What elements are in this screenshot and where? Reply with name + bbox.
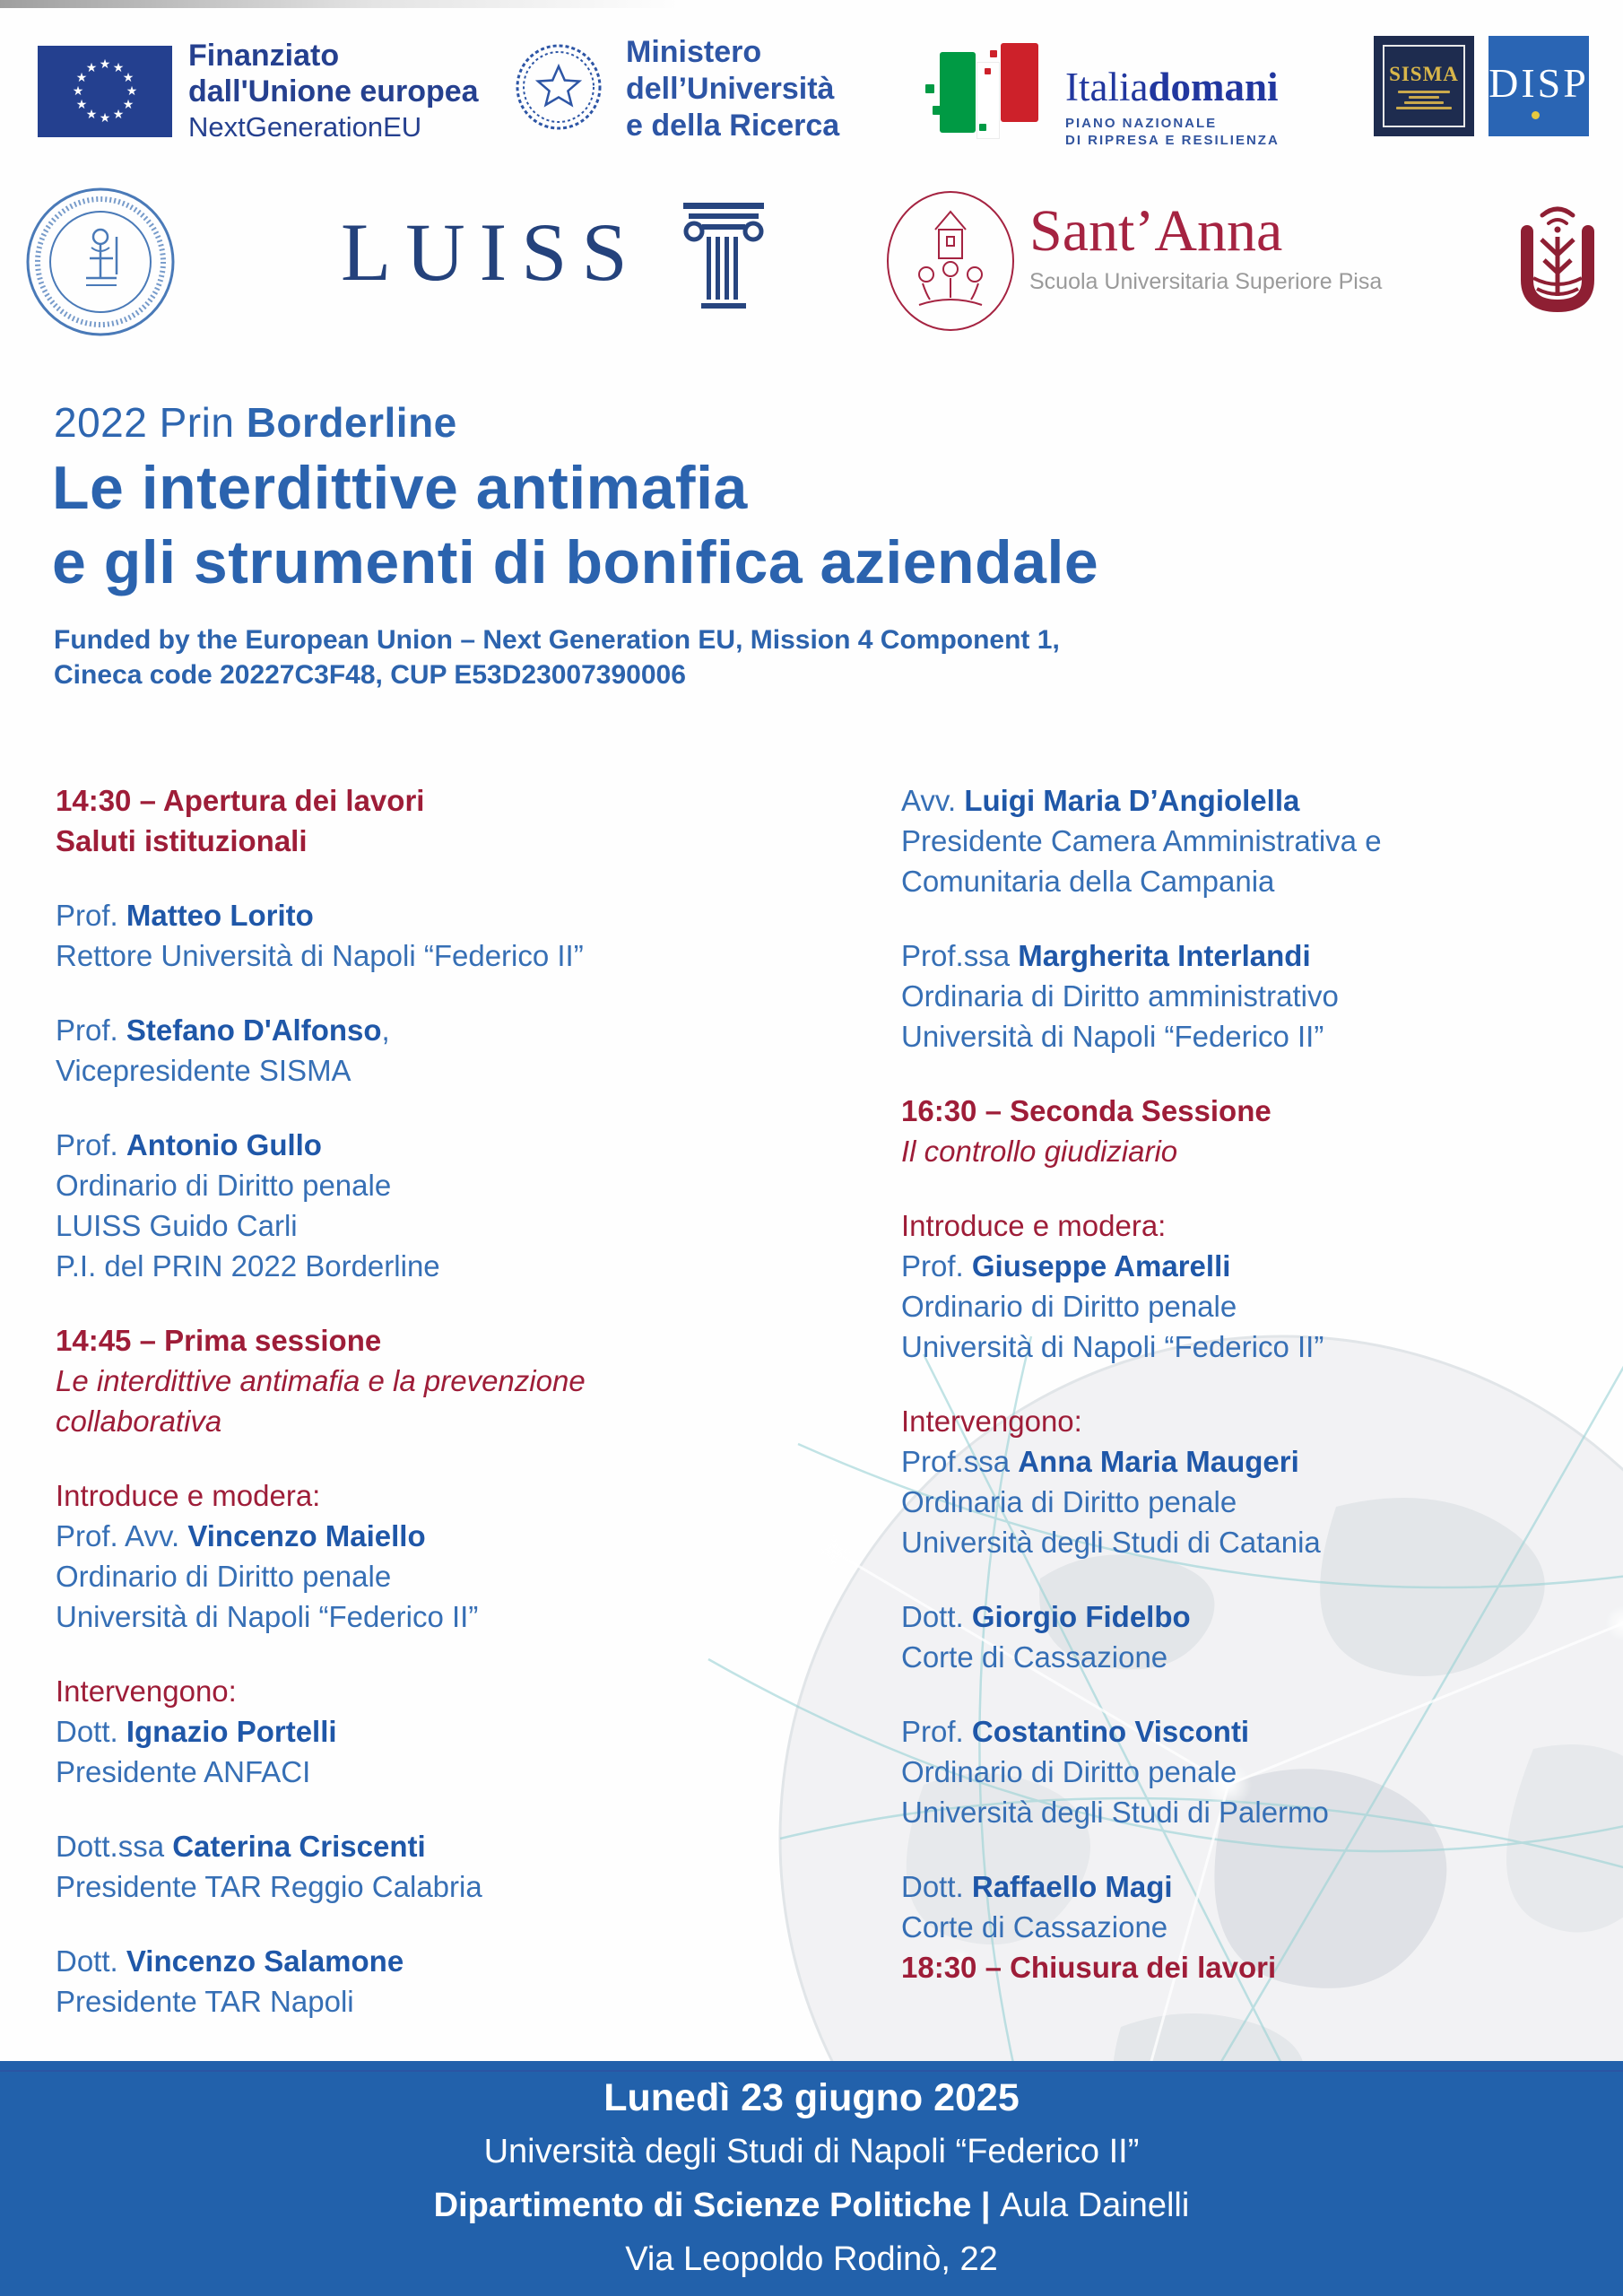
svg-text:★: ★	[85, 61, 98, 75]
footer-line: Università degli Studi di Napoli “Federico II”	[483, 2133, 1140, 2170]
program-line: Avv. Luigi Maria D’Angiolella	[901, 784, 1300, 817]
program-line: 16:30 – Seconda Sessione	[901, 1094, 1271, 1127]
program-block	[56, 1826, 863, 1907]
santanna-emblem-icon	[883, 188, 1018, 338]
disp-wordmark: DISP	[1488, 60, 1589, 106]
footer	[0, 2061, 1623, 2296]
italiadomani-flag-icon	[931, 38, 1043, 145]
program-line: Prof. Avv. Vincenzo Maiello	[56, 1519, 426, 1552]
program-block	[901, 1205, 1610, 1367]
program-line: Prof. Costantino Visconti	[901, 1715, 1250, 1748]
program-line: Prof. Antonio Gullo	[56, 1128, 322, 1161]
program-line: Saluti istituzionali	[56, 824, 308, 857]
program-block	[901, 1711, 1610, 1832]
program-block	[56, 1010, 863, 1091]
sisma-logo	[1374, 36, 1474, 136]
page-title-line1: Le interdittive antimafia	[52, 454, 748, 522]
luiss-wordmark: LUISS	[341, 206, 642, 298]
program-block	[901, 935, 1610, 1057]
program-line: Dott. Vincenzo Salamone	[56, 1944, 404, 1978]
program-line: collaborativa	[56, 1405, 222, 1438]
scan-shadow	[0, 0, 681, 8]
program-block	[56, 895, 863, 976]
program-line: Presidente TAR Reggio Calabria	[56, 1870, 482, 1903]
italiadomani-sub1: PIANO NAZIONALE	[1065, 116, 1218, 131]
sisma-wordmark: SISMA	[1389, 63, 1459, 85]
program-line: Corte di Cassazione	[901, 1640, 1168, 1674]
program-line: Ordinario di Diritto penale	[901, 1290, 1237, 1323]
program-line: Dott. Giorgio Fidelbo	[901, 1600, 1191, 1633]
svg-text:★: ★	[99, 111, 111, 126]
program-block	[901, 780, 1610, 901]
svg-text:★: ★	[126, 84, 138, 99]
ministero-emblem-icon	[509, 38, 608, 141]
footer-line: Via Leopoldo Rodinò, 22	[625, 2240, 998, 2278]
program-line: P.I. del PRIN 2022 Borderline	[56, 1249, 440, 1283]
program-line: Dott.ssa Caterina Criscenti	[56, 1830, 426, 1863]
svg-text:★: ★	[122, 71, 135, 85]
program-line: Università di Napoli “Federico II”	[56, 1600, 479, 1633]
eu-funding-logo	[38, 38, 479, 145]
italiadomani-logo	[931, 38, 1361, 150]
eu-logo-line3: NextGenerationEU	[188, 111, 422, 143]
program-line: Introduce e modera:	[56, 1479, 321, 1512]
funding-note	[54, 622, 1060, 692]
italiadomani-sub2: DI RIPRESA E RESILIENZA	[1065, 133, 1280, 148]
eu-flag-icon	[38, 46, 172, 137]
program-line: LUISS Guido Carli	[56, 1209, 298, 1242]
ministero-logo	[509, 34, 839, 144]
footer-line: Dipartimento di Scienze Politiche | Aula Dainelli	[433, 2187, 1190, 2224]
program-column-right	[901, 780, 1610, 2022]
program-line: Ordinario di Diritto penale	[56, 1560, 392, 1593]
svg-text:★: ★	[99, 57, 111, 72]
program-line: 14:30 – Apertura dei lavori	[56, 784, 425, 817]
program-line: Ordinario di Diritto penale	[56, 1169, 392, 1202]
program-line: Introduce e modera:	[901, 1209, 1167, 1242]
program-line: Ordinaria di Diritto amministrativo	[901, 979, 1339, 1013]
program-block	[56, 1941, 863, 2022]
ministero-line2: dell’Università	[626, 72, 835, 106]
program-block	[56, 1320, 863, 1441]
santanna-subtitle: Scuola Universitaria Superiore Pisa	[1029, 269, 1383, 294]
program-line: Prof. Matteo Lorito	[56, 899, 314, 932]
program-line: Le interdittive antimafia e la prevenzione	[56, 1364, 586, 1397]
program-line: Ordinaria di Diritto penale	[901, 1485, 1237, 1518]
kicker: 2022 Prin Borderline	[54, 399, 457, 446]
program-line: Presidente TAR Napoli	[56, 1985, 354, 2018]
program-block	[901, 1866, 1610, 1987]
footer-line: Lunedì 23 giugno 2025	[603, 2076, 1020, 2119]
program-line: Università di Napoli “Federico II”	[901, 1020, 1324, 1053]
program-line: Prof. Giuseppe Amarelli	[901, 1249, 1231, 1283]
program-line: Università di Napoli “Federico II”	[901, 1330, 1324, 1363]
sisma-microtext	[1396, 91, 1452, 109]
program-line: Corte di Cassazione	[901, 1910, 1168, 1944]
program-line: Presidente ANFACI	[56, 1755, 311, 1788]
funding-line1: Funded by the European Union – Next Generation EU, Mission 4 Component 1,	[54, 625, 1060, 655]
funding-line2: Cineca code 20227C3F48, CUP E53D23007390006	[54, 660, 686, 690]
column-icon	[681, 197, 766, 317]
page-title-line2: e gli strumenti di bonifica aziendale	[52, 528, 1099, 596]
svg-text:★: ★	[72, 84, 84, 99]
program-block	[56, 780, 863, 861]
disp-dot-icon	[1532, 111, 1540, 119]
program-block	[901, 1401, 1610, 1562]
program-line: Rettore Università di Napoli “Federico II”	[56, 939, 584, 972]
program-block	[56, 1671, 863, 1792]
svg-text:★: ★	[122, 98, 135, 112]
santanna-logo	[1029, 199, 1406, 295]
svg-text:★: ★	[75, 98, 88, 112]
santanna-wordmark: Sant’Anna	[1029, 198, 1283, 264]
program-block	[901, 1091, 1610, 1171]
svg-text:★: ★	[75, 71, 88, 85]
ministero-line1: Ministero	[626, 35, 762, 69]
program-line: Dott. Ignazio Portelli	[56, 1715, 337, 1748]
svg-text:★: ★	[112, 108, 125, 122]
eu-logo-line2: dall'Unione europea	[188, 74, 479, 109]
svg-text:★: ★	[85, 108, 98, 122]
rose-globe-emblem-icon	[1512, 197, 1603, 320]
program-line: Università degli Studi di Palermo	[901, 1796, 1329, 1829]
svg-text:★: ★	[112, 61, 125, 75]
program-line: Prof.ssa Anna Maria Maugeri	[901, 1445, 1299, 1478]
program-line: Dott. Raffaello Magi	[901, 1870, 1173, 1903]
program-block	[56, 1125, 863, 1286]
program-line: Intervengono:	[901, 1405, 1082, 1438]
program-line: Presidente Camera Amministrativa e	[901, 824, 1382, 857]
program-line: Università degli Studi di Catania	[901, 1526, 1321, 1559]
program-line: Ordinario di Diritto penale	[901, 1755, 1237, 1788]
program-line: Vicepresidente SISMA	[56, 1054, 352, 1087]
eu-logo-line1: Finanziato	[188, 39, 340, 73]
federico-ii-seal-icon	[23, 185, 178, 344]
program-line: Comunitaria della Campania	[901, 865, 1275, 898]
program-block	[56, 1475, 863, 1637]
program-line: 14:45 – Prima sessione	[56, 1324, 382, 1357]
program-line: Intervengono:	[56, 1674, 237, 1708]
program-line: Il controllo giudiziario	[901, 1135, 1178, 1168]
program-line: Prof.ssa Margherita Interlandi	[901, 939, 1311, 972]
italiadomani-wordmark: Italiadomani	[1065, 65, 1279, 109]
program-block	[901, 1596, 1610, 1677]
disp-logo	[1488, 36, 1589, 136]
program-line: 18:30 – Chiusura dei lavori	[901, 1951, 1277, 1984]
program-line: Prof. Stefano D'Alfonso,	[56, 1013, 390, 1047]
program-column-left	[56, 780, 863, 2056]
ministero-line3: e della Ricerca	[626, 109, 840, 143]
